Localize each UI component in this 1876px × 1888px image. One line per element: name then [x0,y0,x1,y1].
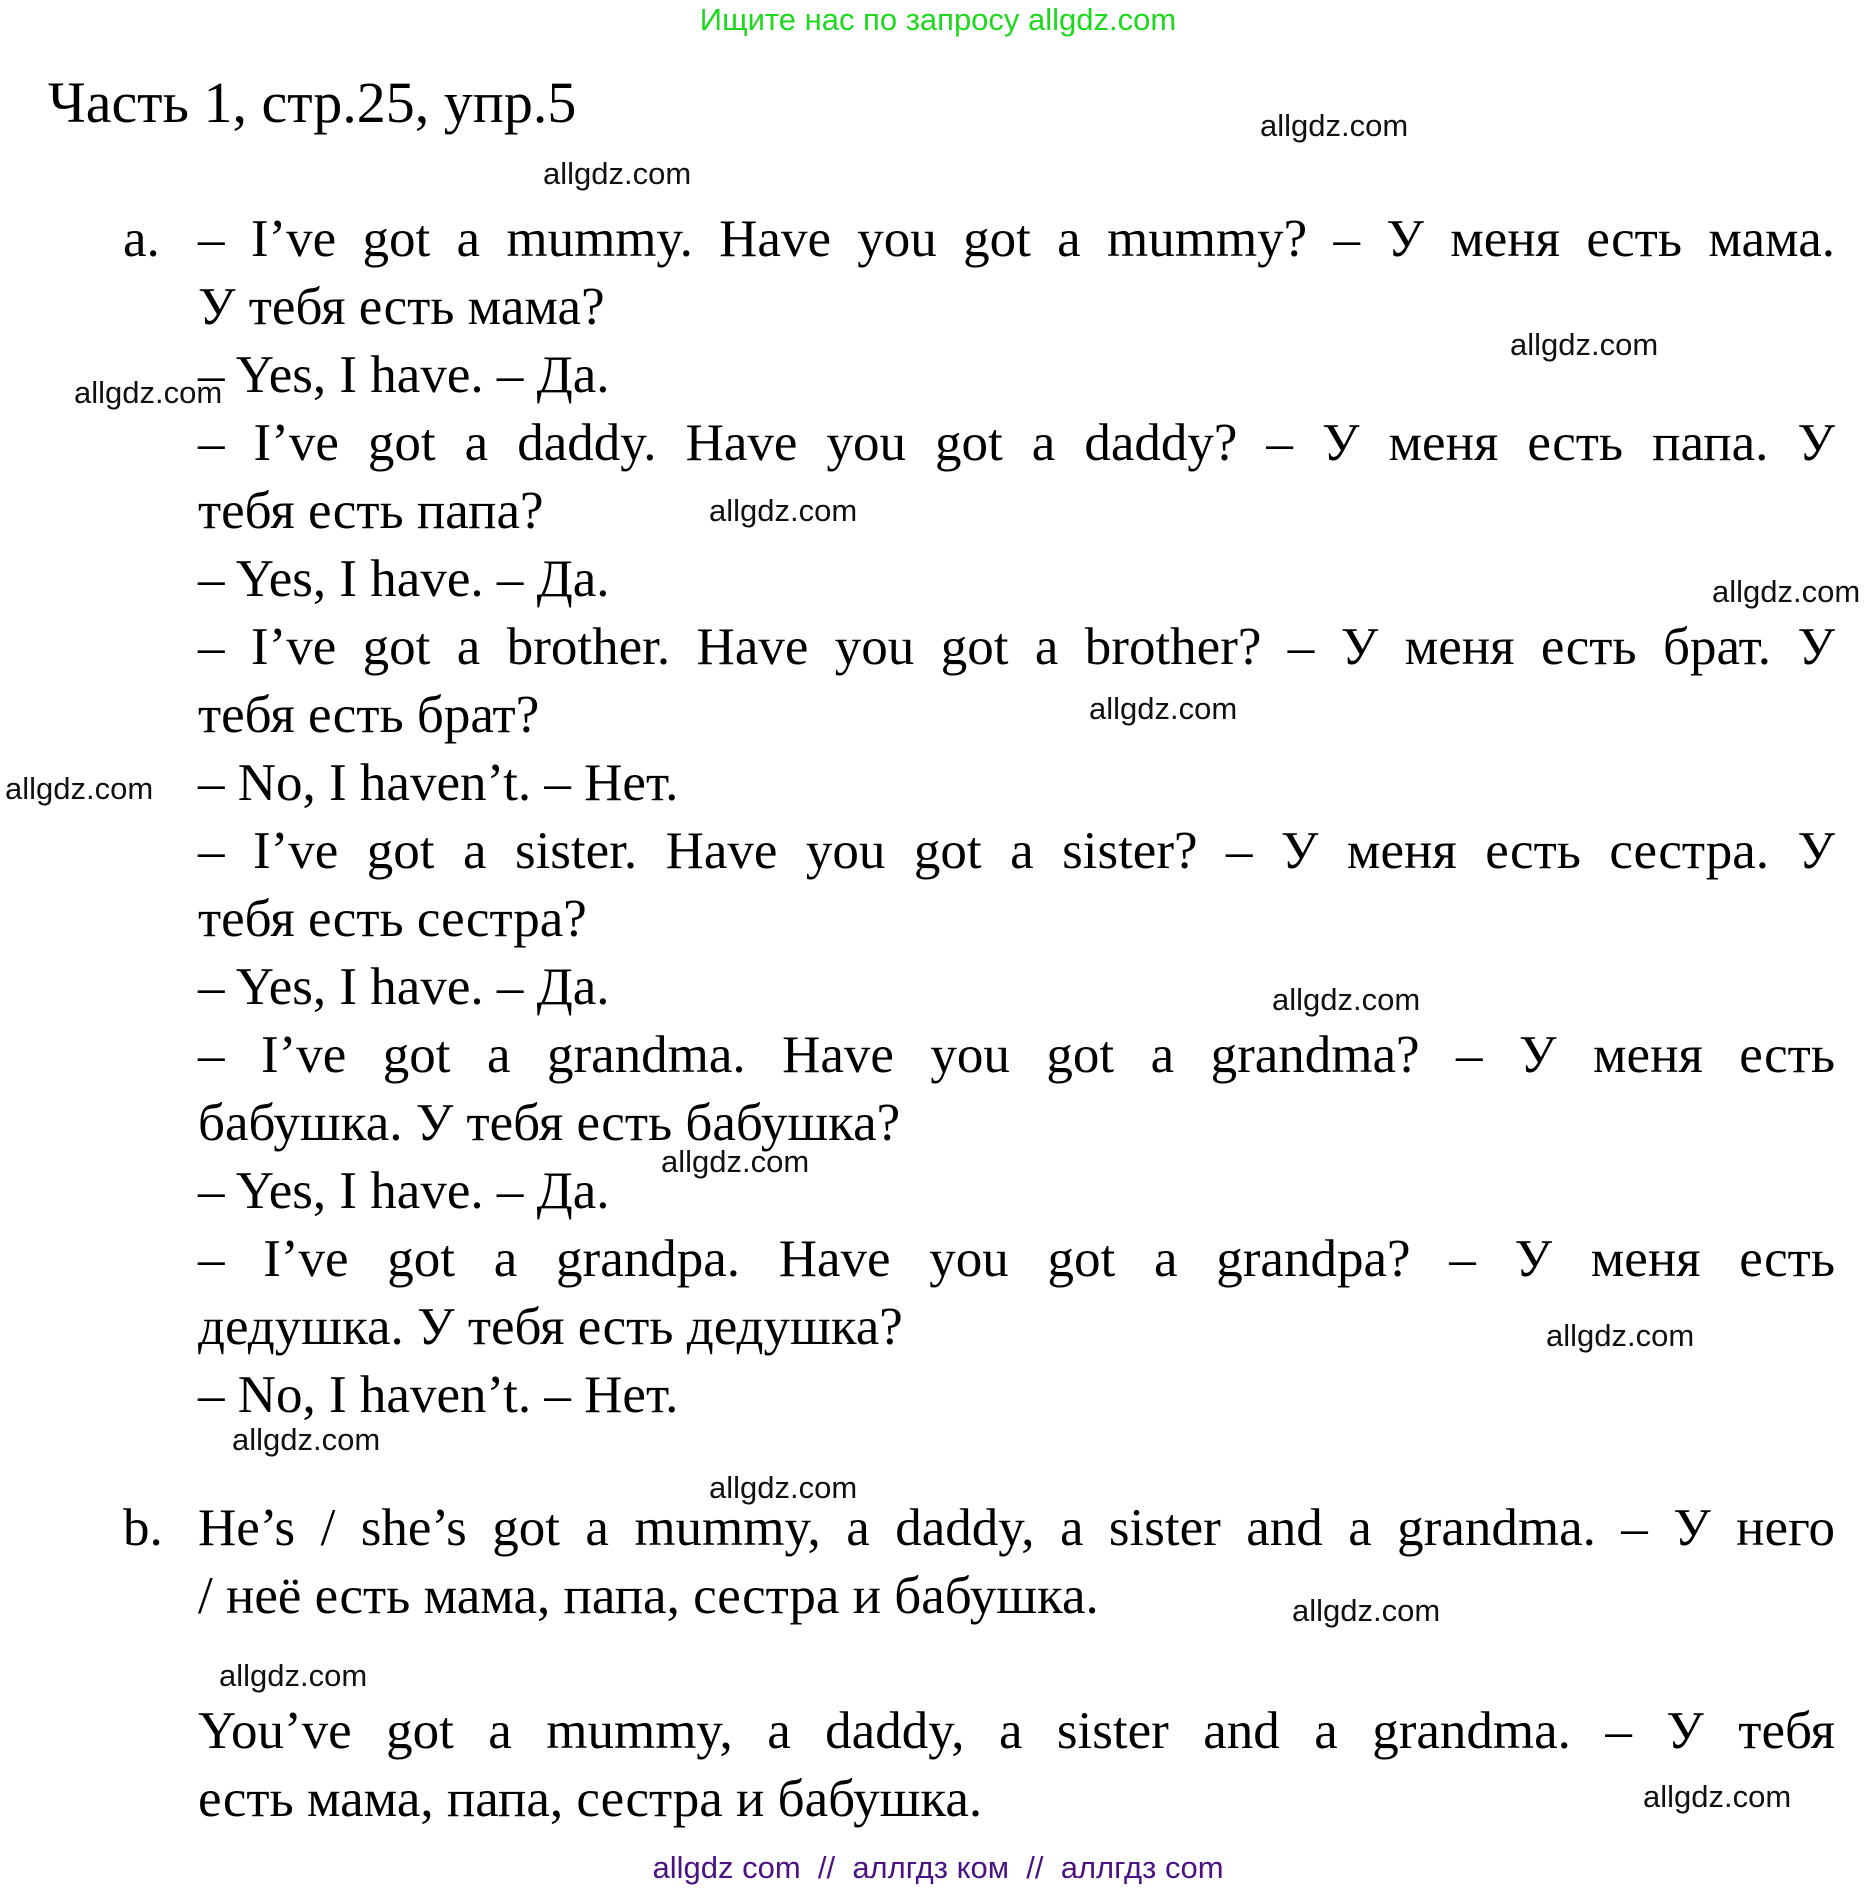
watermark: allgdz.com [709,1470,858,1505]
text-line: / неё есть мама, папа, сестра и бабушка. [198,1567,1099,1625]
text-line: – Yes, I have. – Да. [198,1162,610,1220]
watermark: allgdz.com [1510,327,1659,362]
text-line: – I’ve got a grandma. Have you got a grandma? – У меня есть [198,1026,1835,1084]
page-title: Часть 1, стр.25, упр.5 [48,70,577,135]
text-line: – No, I haven’t. – Нет. [198,1366,679,1424]
text-line: – I’ve got a daddy. Have you got a daddy? – У меня есть папа. У [198,414,1835,472]
text-line: – Yes, I have. – Да. [198,958,610,1016]
watermark: allgdz.com [74,375,223,410]
watermark: allgdz.com [1272,982,1421,1017]
section-b-marker: b. [123,1499,163,1557]
watermark: allgdz.com [1643,1779,1792,1814]
text-line: – I’ve got a mummy. Have you got a mummy? – У меня есть мама. [198,210,1835,268]
text-line: You’ve got a mummy, a daddy, a sister and a grandma. – У тебя [198,1702,1835,1760]
watermark: allgdz.com [219,1658,368,1693]
text-line: – No, I haven’t. – Нет. [198,754,679,812]
watermark: allgdz.com [661,1144,810,1179]
search-banner: Ищите нас по запросу allgdz.com [699,2,1177,37]
text-line: дедушка. У тебя есть дедушка? [198,1298,903,1356]
watermark: allgdz.com [1546,1318,1695,1353]
text-line: – Yes, I have. – Да. [198,346,610,404]
text-line: У тебя есть мама? [198,278,605,336]
text-line: – I’ve got a grandpa. Have you got a grandpa? – У меня есть [198,1230,1835,1288]
watermark: allgdz.com [709,493,858,528]
watermark: allgdz.com [232,1422,381,1457]
text-line: – I’ve got a sister. Have you got a sister? – У меня есть сестра. У [198,822,1835,880]
text-line: тебя есть папа? [198,482,544,540]
watermark: allgdz.com [1712,574,1861,609]
footer-watermark: allgdz com // аллгдз ком // аллгдз com [652,1850,1224,1885]
text-line: He’s / she’s got a mummy, a daddy, a sister and a grandma. – У него [198,1499,1835,1557]
watermark: allgdz.com [543,156,692,191]
text-line: – Yes, I have. – Да. [198,550,610,608]
watermark: allgdz.com [1089,691,1238,726]
text-line: бабушка. У тебя есть бабушка? [198,1094,901,1152]
text-line: – I’ve got a brother. Have you got a brother? – У меня есть брат. У [198,618,1835,676]
section-a-marker: a. [123,210,160,268]
text-line: тебя есть сестра? [198,890,587,948]
text-line: тебя есть брат? [198,686,540,744]
watermark: allgdz.com [1292,1593,1441,1628]
text-line: есть мама, папа, сестра и бабушка. [198,1770,983,1828]
watermark: allgdz.com [1260,108,1409,143]
watermark: allgdz.com [5,771,154,806]
